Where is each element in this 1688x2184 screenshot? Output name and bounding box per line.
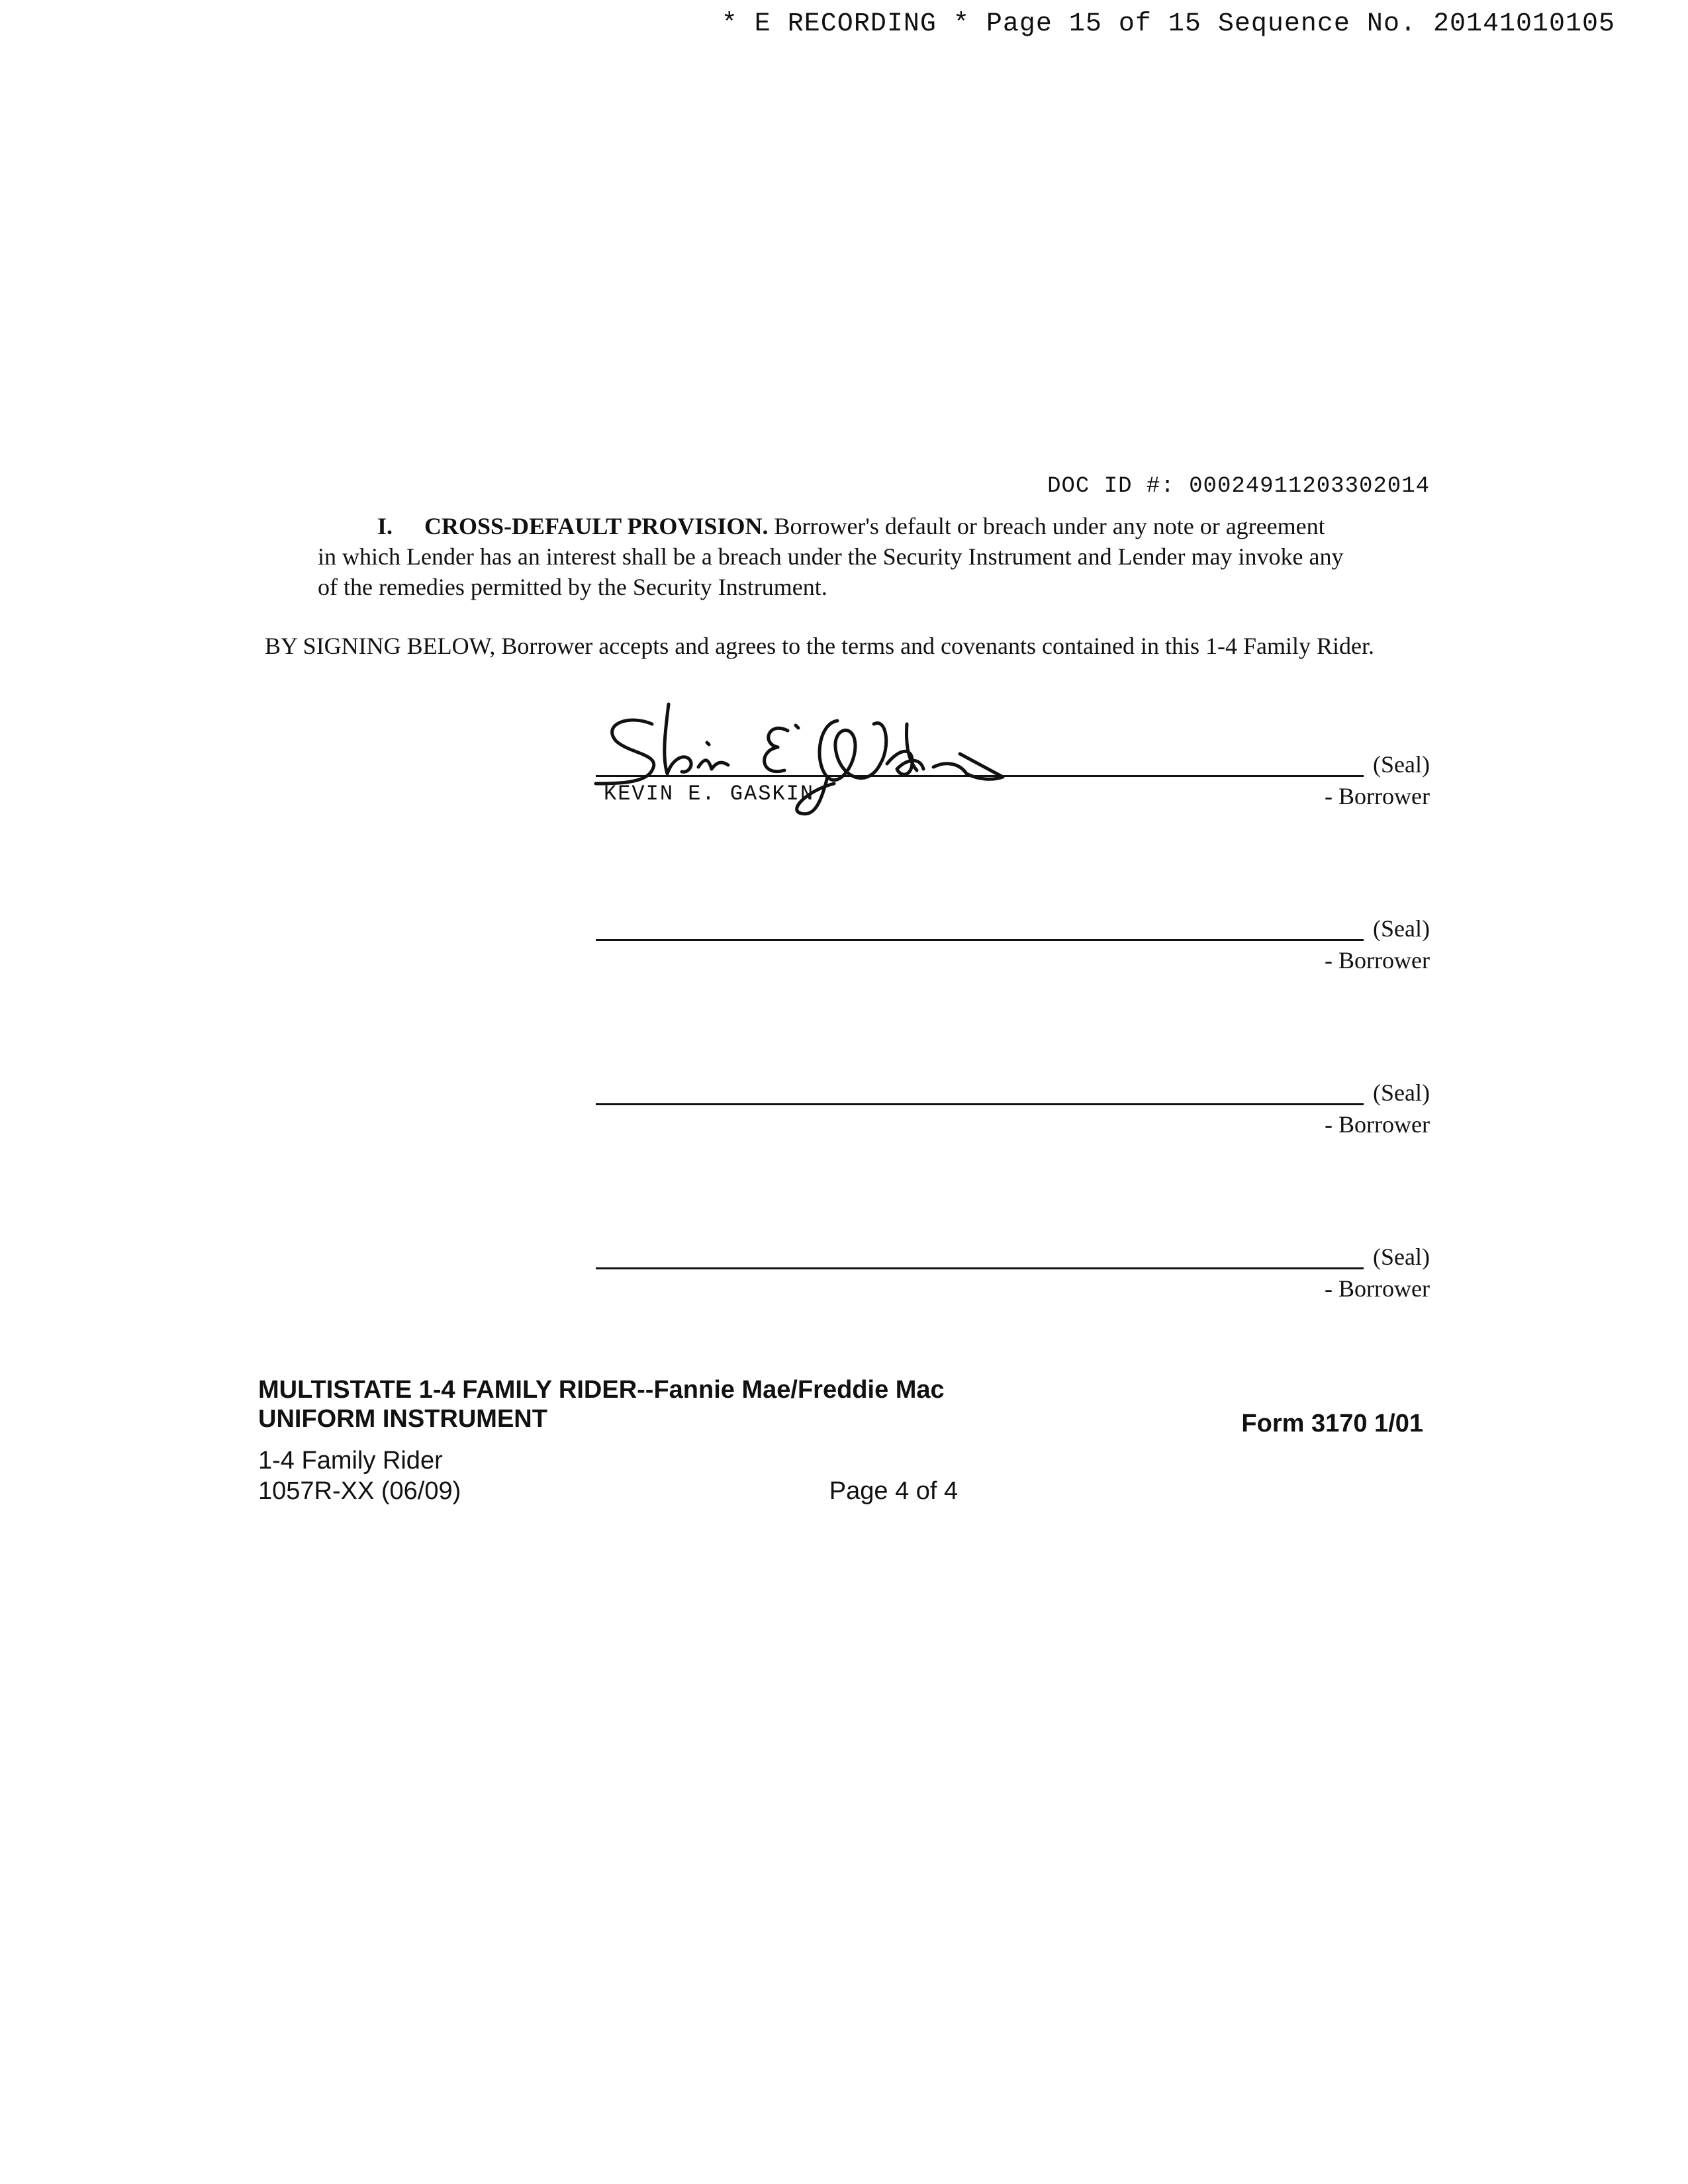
seal-label: (Seal) bbox=[1373, 1244, 1430, 1270]
footer-rider-info bbox=[258, 1445, 722, 1506]
footer-rider-code: 1057R-XX (06/09) bbox=[258, 1477, 461, 1505]
signature-line bbox=[596, 1103, 1364, 1105]
footer-title-line-2: UNIFORM INSTRUMENT bbox=[258, 1405, 547, 1433]
provision-line-2: in which Lender has an interest shall be a breach under the Security Instrument and Lender may invoke any bbox=[318, 543, 1344, 570]
cross-default-provision bbox=[318, 511, 1443, 602]
seal-label: (Seal) bbox=[1373, 751, 1430, 778]
signature-block-1 bbox=[596, 731, 1443, 810]
seal-label: (Seal) bbox=[1373, 1079, 1430, 1106]
signature-line bbox=[596, 1267, 1364, 1269]
signature-line bbox=[596, 775, 1364, 777]
doc-id: DOC ID #: 00024911203302014 bbox=[1047, 474, 1430, 499]
signature-line bbox=[596, 939, 1364, 941]
footer-page-number: Page 4 of 4 bbox=[829, 1477, 959, 1505]
recording-header: * E RECORDING * Page 15 of 15 Sequence No. 20141010105 bbox=[721, 9, 1615, 39]
provision-line-1 bbox=[318, 511, 1443, 541]
footer-form-number: Form 3170 1/01 bbox=[1241, 1410, 1423, 1437]
section-heading: CROSS-DEFAULT PROVISION. bbox=[424, 513, 769, 539]
borrower-role-label: - Borrower bbox=[1325, 947, 1430, 974]
provision-text-1: Borrower's default or breach under any note or agreement bbox=[774, 513, 1325, 539]
footer-title-line-1: MULTISTATE 1-4 FAMILY RIDER--Fannie Mae/Freddie Mac bbox=[258, 1376, 945, 1404]
signing-statement: BY SIGNING BELOW, Borrower accepts and agrees to the terms and covenants contained in this 1-4 Family Rider. bbox=[265, 633, 1374, 659]
signature-block-4 bbox=[596, 1223, 1443, 1302]
borrower-role-label: - Borrower bbox=[1325, 1111, 1430, 1138]
borrower-name: KEVIN E. GASKIN bbox=[604, 782, 815, 806]
borrower-role-label: - Borrower bbox=[1325, 783, 1430, 809]
section-number: I. bbox=[377, 513, 393, 539]
borrower-role-label: - Borrower bbox=[1325, 1275, 1430, 1302]
seal-label: (Seal) bbox=[1373, 915, 1430, 942]
footer-rider-name: 1-4 Family Rider bbox=[258, 1447, 443, 1475]
signature-block-2 bbox=[596, 895, 1443, 974]
signature-block-3 bbox=[596, 1059, 1443, 1138]
provision-line-3: of the remedies permitted by the Security Instrument. bbox=[318, 574, 827, 600]
footer-title bbox=[258, 1375, 1053, 1433]
